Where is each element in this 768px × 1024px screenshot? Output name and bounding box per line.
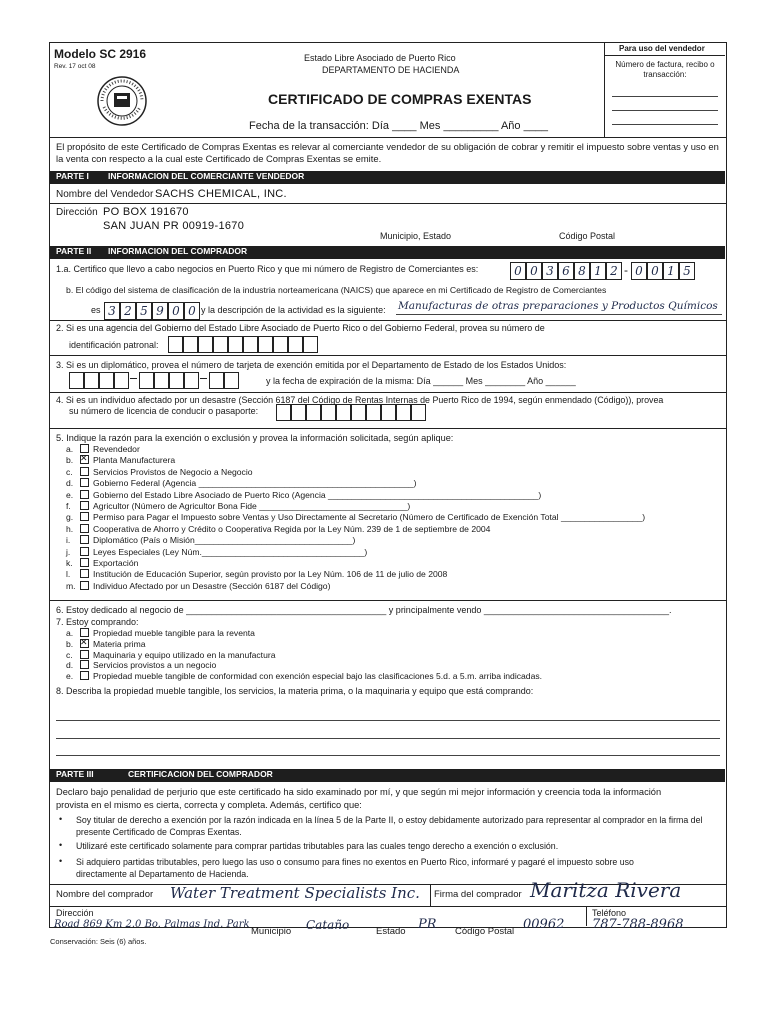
digit-box[interactable]: 3 [542, 262, 558, 280]
buyer-address-label: Dirección [56, 908, 94, 918]
checkbox-item [66, 650, 276, 660]
q8-line-3[interactable] [56, 755, 720, 756]
vendor-address-line1[interactable]: PO BOX 191670 [103, 206, 189, 218]
entry-box[interactable] [168, 336, 183, 353]
q8-line-2[interactable] [56, 738, 720, 739]
registro-comerciantes-field[interactable] [510, 262, 715, 280]
vendor-municipio-label: Municipio, Estado [380, 231, 452, 241]
entry-box[interactable] [224, 372, 239, 389]
item-text: Materia prima [93, 638, 146, 649]
q4-line2: su número de licencia de conducir o pasaporte: [69, 406, 259, 416]
checkbox[interactable] [80, 467, 89, 476]
entry-box[interactable] [288, 336, 303, 353]
item-text: Gobierno Federal (Agencia _____________________________________________) [93, 478, 417, 489]
checked-checkbox[interactable] [80, 639, 89, 648]
item-letter: c. [66, 466, 73, 477]
buyer-municipio-label: Municipio [251, 926, 292, 937]
buyer-estado-value[interactable]: PR [418, 917, 437, 932]
item-letter: h. [66, 523, 74, 534]
item-letter: e. [66, 671, 74, 682]
dash-separator [200, 378, 207, 379]
naics-code-field[interactable] [104, 302, 200, 320]
part1-header: PARTE I INFORMACION DEL COMERCIANTE VENDEDOR [50, 171, 725, 184]
q1b-line1: b. El código del sistema de clasificación de la industria norteamericana (NAICS) que aparece en mi Certificado de Registro de Comerciantes [66, 285, 607, 295]
vendor-postal-label: Código Postal [559, 231, 616, 241]
buyer-phone-value[interactable]: 787-788-8968 [592, 917, 684, 932]
entry-box[interactable] [209, 372, 224, 389]
digit-box[interactable]: 2 [606, 262, 622, 280]
form-title: CERTIFICADO DE COMPRAS EXENTAS [268, 91, 532, 107]
agency-line2: DEPARTAMENTO DE HACIENDA [322, 65, 460, 75]
item-text: Diplomático (País o Misión_________________________________) [93, 535, 356, 546]
entry-box[interactable] [303, 336, 318, 353]
license-passport-field[interactable] [276, 404, 426, 422]
checkbox-item [66, 444, 140, 454]
item-text: Revendedor [93, 444, 140, 454]
entry-box[interactable] [381, 404, 396, 421]
q2-line2: identificación patronal: [69, 340, 159, 350]
item-text: Maquinaria y equipo utilizado en la manufactura [93, 649, 276, 660]
entry-box[interactable] [99, 372, 114, 389]
signature-label: Firma del comprador [434, 889, 522, 900]
vendor-box-title: Para uso del vendedor [619, 44, 705, 53]
checkbox[interactable] [80, 512, 89, 521]
checkbox[interactable] [80, 558, 89, 567]
checkbox[interactable] [80, 524, 89, 533]
part3-header: PARTE III CERTIFICACION DEL COMPRADOR [50, 769, 725, 782]
hacienda-seal-icon [96, 75, 148, 127]
item-text: Propiedad mueble tangible de conformidad con exención especial bajo las clasificaciones 5.d. a 5.m. arriba indicadas. [93, 671, 543, 682]
q3-line1: 3. Si es un diplomático, provea el número de tarjeta de exención emitida por el Departamento de Estado de los Estados Unidos: [56, 360, 567, 370]
q4-line1: 4. Si es un individuo afectado por un desastre (Sección 6187 del Código de Rentas Internas de Puerto Rico de 1994, según enmendado (Código)), provea [56, 395, 664, 405]
entry-box[interactable] [336, 404, 351, 421]
item-text: Institución de Educación Superior, según provisto por la Ley Núm. 106 de 11 de julio de 2008 [93, 569, 448, 580]
checkbox-item [66, 478, 417, 488]
item-text: Agricultor (Número de Agricultor Bona Fide _______________________________) [93, 501, 411, 511]
q2-line1: 2. Si es una agencia del Gobierno del Estado Libre Asociado de Puerto Rico o del Gobierno Federal, provea su número de [56, 323, 545, 333]
item-letter: g. [66, 512, 74, 523]
intro-text: El propósito de este Certificado de Compras Exentas es relevar al comerciante vendedor de su obligación de cobrar y remitir el impuesto sobre ventas y uso en la venta con respecto a la cual este Certificado de Compras Exentas se emite. [56, 141, 719, 164]
item-letter: i. [66, 535, 71, 546]
digit-separator: - [624, 263, 628, 277]
bullet-1-line1: Soy titular de derecho a exención por la razón indicada en la línea 5 de la Parte II, o estoy debidamente autorizado para representar al comprador en la firma del [76, 815, 703, 825]
checkbox[interactable] [80, 581, 89, 590]
q1a-text: 1.a. Certifico que llevo a cabo negocios en Puerto Rico y que mi número de Registro de Comerciantes es: [56, 264, 479, 274]
digit-box[interactable]: 0 [510, 262, 526, 280]
patronal-id-field[interactable] [168, 336, 328, 354]
checkbox[interactable] [80, 490, 89, 499]
checkbox[interactable] [80, 478, 89, 487]
checkbox-item [66, 569, 447, 579]
item-letter: j. [66, 546, 71, 557]
checkbox-item [66, 512, 645, 522]
entry-box[interactable] [306, 404, 321, 421]
q8-line-1[interactable] [56, 720, 720, 721]
form-model: Modelo SC 2916 [54, 47, 147, 61]
entry-box[interactable] [84, 372, 99, 389]
checkbox-item [66, 558, 138, 568]
checkbox[interactable] [80, 660, 89, 669]
entry-box[interactable] [321, 404, 336, 421]
digit-box[interactable]: 5 [136, 302, 152, 320]
dash-separator [130, 378, 137, 379]
item-letter: f. [66, 501, 71, 511]
q5-title: 5. Indique la razón para la exención o exclusión y provea la información solicitada, según aplique: [56, 433, 454, 443]
digit-box[interactable]: 0 [168, 302, 184, 320]
item-letter: k. [66, 558, 73, 568]
buyer-name-value[interactable]: Water Treatment Specialists Inc. [170, 884, 420, 902]
vendor-name-label: Nombre del Vendedor [56, 189, 154, 200]
digit-box[interactable]: 0 [631, 262, 647, 280]
checked-checkbox[interactable] [80, 455, 89, 464]
digit-box[interactable]: 3 [104, 302, 120, 320]
checkbox-item [66, 455, 175, 465]
bullet-1-line2: presente Certificado de Compras Exentas. [76, 827, 242, 837]
entry-box[interactable] [273, 336, 288, 353]
checkbox-item [66, 581, 330, 591]
checkbox-item [66, 524, 490, 534]
exemption-reason-list [66, 444, 726, 599]
item-letter: a. [66, 444, 74, 454]
checkbox-item [66, 490, 541, 500]
checkbox[interactable] [80, 444, 89, 453]
item-text: Cooperativa de Ahorro y Crédito o Cooperativa Regida por la Ley Núm. 239 de 1 de septiembre de 2004 [93, 523, 491, 534]
retention-note: Conservación: Seis (6) años. [50, 937, 147, 946]
buyer-signature[interactable]: Maritza Rivera [530, 878, 682, 902]
buyer-estado-label: Estado [376, 926, 406, 937]
entry-box[interactable] [366, 404, 381, 421]
checkbox[interactable] [80, 535, 89, 544]
item-letter: d. [66, 478, 74, 489]
entry-box[interactable] [228, 336, 243, 353]
entry-box[interactable] [258, 336, 273, 353]
digit-box[interactable]: 2 [120, 302, 136, 320]
item-text: Gobierno del Estado Libre Asociado de Puerto Rico (Agencia ____________________________________________) [93, 489, 542, 500]
item-letter: c. [66, 649, 73, 660]
item-letter: b. [66, 455, 74, 466]
bullet-3-line1: Si adquiero partidas tributables, pero luego las uso o consumo para fines no exentos en Puerto Rico, informaré y pagaré el impuesto sobre uso [76, 857, 634, 867]
checkbox-item [66, 535, 355, 545]
digit-box[interactable]: 8 [574, 262, 590, 280]
entry-box[interactable] [183, 336, 198, 353]
digit-box[interactable]: 5 [679, 262, 695, 280]
entry-box[interactable] [276, 404, 291, 421]
buyer-phone-label: Teléfono [592, 908, 627, 918]
item-letter: m. [66, 580, 76, 591]
entry-box[interactable] [69, 372, 84, 389]
item-text: Individuo Afectado por un Desastre (Sección 6187 del Código) [93, 580, 331, 591]
diplomatic-card-field[interactable] [69, 372, 261, 390]
item-text: Servicios provistos a un negocio [93, 660, 217, 671]
activity-description-value[interactable]: Manufacturas de otras preparaciones y Productos Químicos [398, 300, 718, 312]
entry-box[interactable] [114, 372, 129, 389]
checkbox[interactable] [80, 628, 89, 637]
vendor-address-label: Dirección [56, 207, 98, 218]
q6-text[interactable]: 6. Estoy dedicado al negocio de ________________________________________ y principalmente vendo _____________________________________. [56, 605, 672, 615]
digit-box[interactable]: 9 [152, 302, 168, 320]
item-text: Propiedad mueble tangible para la reventa [93, 628, 255, 638]
buyer-postal-label: Código Postal [455, 926, 515, 937]
vendor-invoice-line[interactable] [612, 96, 718, 97]
digit-box[interactable]: 6 [558, 262, 574, 280]
vendor-address-line2[interactable]: SAN JUAN PR 00919-1670 [103, 220, 245, 232]
declaration-line1: Declaro bajo penalidad de perjurio que este certificado ha sido examinado por mí, y que según mi mejor información y creencia toda la información [56, 787, 662, 797]
vendor-name-value[interactable]: SACHS CHEMICAL, INC. [155, 188, 287, 200]
checkbox[interactable] [80, 569, 89, 578]
item-text: Planta Manufacturera [93, 455, 176, 466]
q1b-line2: y la descripción de la actividad es la siguiente: [201, 305, 386, 315]
q1b-es: es [91, 305, 101, 315]
form-revision: Rev. 17 oct 08 [54, 63, 96, 70]
entry-box[interactable] [291, 404, 306, 421]
digit-box[interactable]: 0 [526, 262, 542, 280]
checkbox-item [66, 639, 146, 649]
bullet-2-line1: Utilizaré este certificado solamente para comprar partidas tributables para las cuales tengo derecho a exención o exclusión. [76, 841, 559, 851]
digit-box[interactable]: 0 [184, 302, 200, 320]
entry-box[interactable] [139, 372, 154, 389]
entry-box[interactable] [184, 372, 199, 389]
checkbox-item [66, 671, 542, 681]
item-text: Permiso para Pagar el Impuesto sobre Ventas y Uso Directamente al Secretario (Número de Certificado de Exención Total _________________) [93, 512, 646, 523]
entry-box[interactable] [396, 404, 411, 421]
buyer-municipio-value[interactable]: Cataño [306, 918, 350, 932]
part2-header: PARTE II INFORMACION DEL COMPRADOR [50, 246, 725, 259]
checkbox-item [66, 467, 253, 477]
buyer-name-label: Nombre del comprador [56, 889, 154, 900]
checkbox[interactable] [80, 547, 89, 556]
item-letter: e. [66, 489, 74, 500]
entry-box[interactable] [154, 372, 169, 389]
entry-box[interactable] [351, 404, 366, 421]
q8-text: 8. Describa la propiedad mueble tangible, los servicios, la materia prima, o la maquinaria y equipo que está comprando: [56, 686, 534, 696]
digit-box[interactable]: 0 [647, 262, 663, 280]
item-letter: a. [66, 628, 74, 638]
checkbox-item [66, 501, 410, 511]
vendor-box-desc: Número de factura, recibo o transacción: [615, 60, 715, 79]
checkbox-item [66, 628, 255, 638]
checkbox[interactable] [80, 650, 89, 659]
item-letter: l. [66, 569, 71, 580]
checkbox-item [66, 547, 367, 557]
digit-box[interactable]: 1 [663, 262, 679, 280]
entry-box[interactable] [198, 336, 213, 353]
item-letter: d. [66, 660, 74, 671]
item-letter: b. [66, 638, 74, 649]
buyer-postal-value[interactable]: 00962 [523, 917, 565, 932]
checkbox[interactable] [80, 501, 89, 510]
checkbox-item [66, 660, 216, 670]
entry-box[interactable] [411, 404, 426, 421]
agency-line1: Estado Libre Asociado de Puerto Rico [304, 53, 456, 63]
declaration-line2: provista en el mismo es cierta, correcta y completa. Además, certifico que: [56, 800, 362, 810]
q7-title: 7. Estoy comprando: [56, 617, 139, 627]
digit-box[interactable]: 1 [590, 262, 606, 280]
bullet-3-line2: directamente al Departamento de Hacienda. [76, 869, 249, 879]
buyer-address-value[interactable]: Road 869 Km 2.0 Bo. Palmas Ind. Park [54, 919, 250, 930]
item-text: Exportación [93, 558, 139, 568]
entry-box[interactable] [243, 336, 258, 353]
entry-box[interactable] [213, 336, 228, 353]
q3-line2: y la fecha de expiración de la misma: Día ______ Mes ________ Año ______ [266, 376, 576, 386]
item-text: Servicios Provistos de Negocio a Negocio [93, 466, 253, 477]
item-text: Leyes Especiales (Ley Núm.__________________________________) [93, 546, 368, 557]
checkbox[interactable] [80, 671, 89, 680]
entry-box[interactable] [169, 372, 184, 389]
purchase-type-list [66, 628, 726, 684]
transaction-date[interactable]: Fecha de la transacción: Día ____ Mes _________ Año ____ [249, 120, 549, 132]
